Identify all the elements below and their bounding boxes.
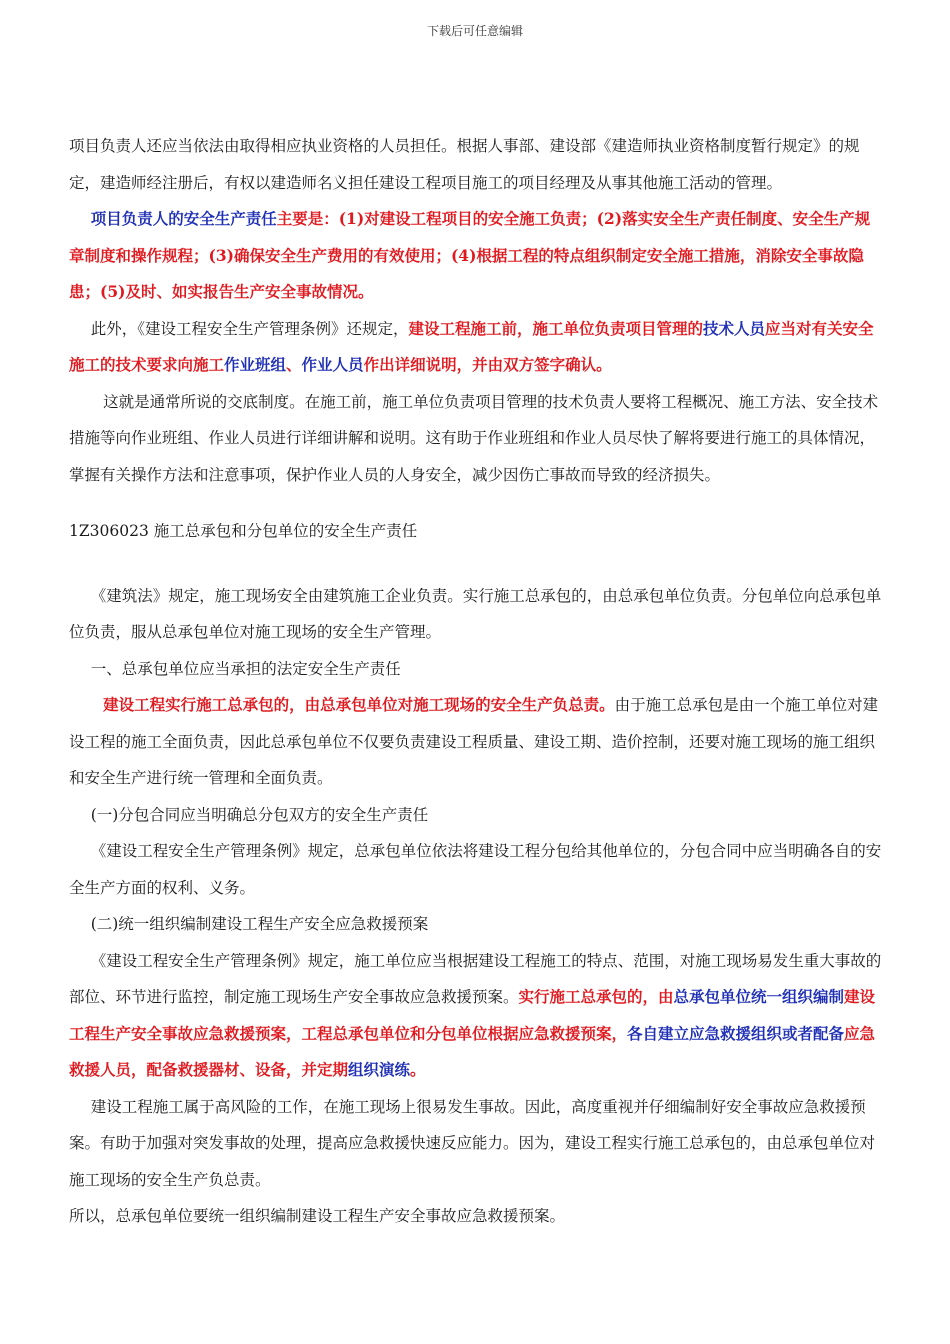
emphasis-blue: 组织演练 bbox=[348, 1060, 411, 1079]
emphasis-blue: 技术人员 bbox=[702, 318, 765, 338]
heading-subcontract: (一)分包合同应当明确总分包双方的安全生产责任 bbox=[90, 805, 429, 824]
paragraph-high-risk: 建设工程施工属于高风险的工作，在施工现场上很易发生事故。因此，高度重视并仔细编制好安全事故应急救援预案。有助于加强对突发事故的处理，提高应急救援快速反应能力。因为，建设工程实行施工总承包的，由总承包单位对施工现场的安全生产负总责。 bbox=[69, 1097, 876, 1189]
emphasis-red: 主要是：(1)对建设工程项目的安全施工负责；(2)落实安全生产责任制度、安全生产规章制度和操作规程；(3)确保安全生产费用的有效使用；(4)根据工程的特点组织制定安全施工措施，消除安全事故隐患；(5)及时、如实报告生产安全事故情况。 bbox=[69, 209, 871, 301]
emphasis-red: 建设工程生产安全事故应急救援预案，工程总承包单位和分包单位根据应急救援预案， bbox=[69, 987, 876, 1043]
paragraph-construction-law: 《建筑法》规定，施工现场安全由建筑施工企业负责。实行施工总承包的，由总承包单位负责。分包单位向总承包单位负责，服从总承包单位对施工现场的安全生产管理。 bbox=[69, 586, 882, 641]
paragraph-conclusion: 所以，总承包单位要统一组织编制建设工程生产安全事故应急救援预案。 bbox=[69, 1207, 566, 1225]
document-body bbox=[69, 128, 883, 1235]
paragraph-general-contractor bbox=[69, 687, 883, 797]
emphasis-red: 。 bbox=[410, 1060, 426, 1079]
emphasis-red: 、 bbox=[286, 355, 302, 374]
emphasis-red: 应急救援人员，配备救援器材、设备，并定期 bbox=[69, 1023, 876, 1079]
emphasis-red: 建设工程施工前，施工单位负责项目管理的 bbox=[408, 318, 703, 338]
emphasis-blue: 作业班组 bbox=[224, 355, 287, 374]
heading-general-contractor-duties: 一、总承包单位应当承担的法定安全生产责任 bbox=[90, 659, 401, 678]
paragraph-qualification: 项目负责人还应当依法由取得相应执业资格的人员担任。根据人事部、建设部《建造师执业资格制度暂行规定》的规定，建造师经注册后，有权以建造师名义担任建设工程项目施工的项目经理及从事其他施工活动的管理。 bbox=[69, 137, 860, 192]
text-run: 此外，《建设工程安全生产管理条例》还规定， bbox=[90, 319, 409, 338]
text-run: 由于施工总承包是由一个施工单位对建设工程的施工全面负责，因此总承包单位不仅要负责建设工程质量、建设工期、造价控制，还要对施工现场的施工组织和安全生产进行统一管理和全面负责。 bbox=[69, 696, 879, 787]
emphasis-blue: 总承包单位统一组织编制 bbox=[673, 987, 845, 1006]
emphasis-red: 建设工程实行施工总承包的，由总承包单位对施工现场的安全生产负总责。 bbox=[103, 695, 615, 714]
emphasis-blue: 各自建立应急救援组织或者配备 bbox=[627, 1023, 845, 1043]
text-run: 《建设工程安全生产管理条例》规定，施工单位应当根据建设工程施工的特点、范围，对施工现场易发生重大事故的部位、环节进行监控，制定施工现场生产安全事故应急救援预案。 bbox=[69, 951, 882, 1006]
section-title: 1Z306023 施工总承包和分包单位的安全生产责任 bbox=[69, 522, 418, 540]
emphasis-red: 应当对有关安全施工的技术要求向施工 bbox=[69, 318, 874, 374]
emphasis-red: 实行施工总承包的，由 bbox=[518, 987, 674, 1006]
page-header: 下载后可任意编辑 bbox=[426, 24, 523, 38]
heading-emergency-plan: (二)统一组织编制建设工程生产安全应急救援预案 bbox=[90, 915, 429, 933]
emphasis-red: 作出详细说明，并由双方签字确认。 bbox=[363, 355, 612, 374]
paragraph-technical-briefing bbox=[69, 311, 883, 384]
paragraph-emergency-plan bbox=[69, 943, 883, 1089]
paragraph-briefing-system: 这就是通常所说的交底制度。在施工前，施工单位负责项目管理的技术负责人要将工程概况、施工方法、安全技术措施等向作业班组、作业人员进行详细讲解和说明。这有助于作业班组和作业人员尽快了解将要进行施工的具体情况，掌握有关操作方法和注意事项，保护作业人员的人身安全，减少因伤亡事故而导致的经济损失。 bbox=[69, 392, 879, 484]
emphasis-blue: 项目负责人的安全生产责任 bbox=[90, 209, 277, 228]
emphasis-blue: 作业人员 bbox=[301, 355, 364, 374]
paragraph-project-leader-duties bbox=[69, 201, 883, 311]
paragraph-subcontract: 《建设工程安全生产管理条例》规定，总承包单位依法将建设工程分包给其他单位的，分包合同中应当明确各自的安全生产方面的权利、义务。 bbox=[69, 842, 882, 897]
